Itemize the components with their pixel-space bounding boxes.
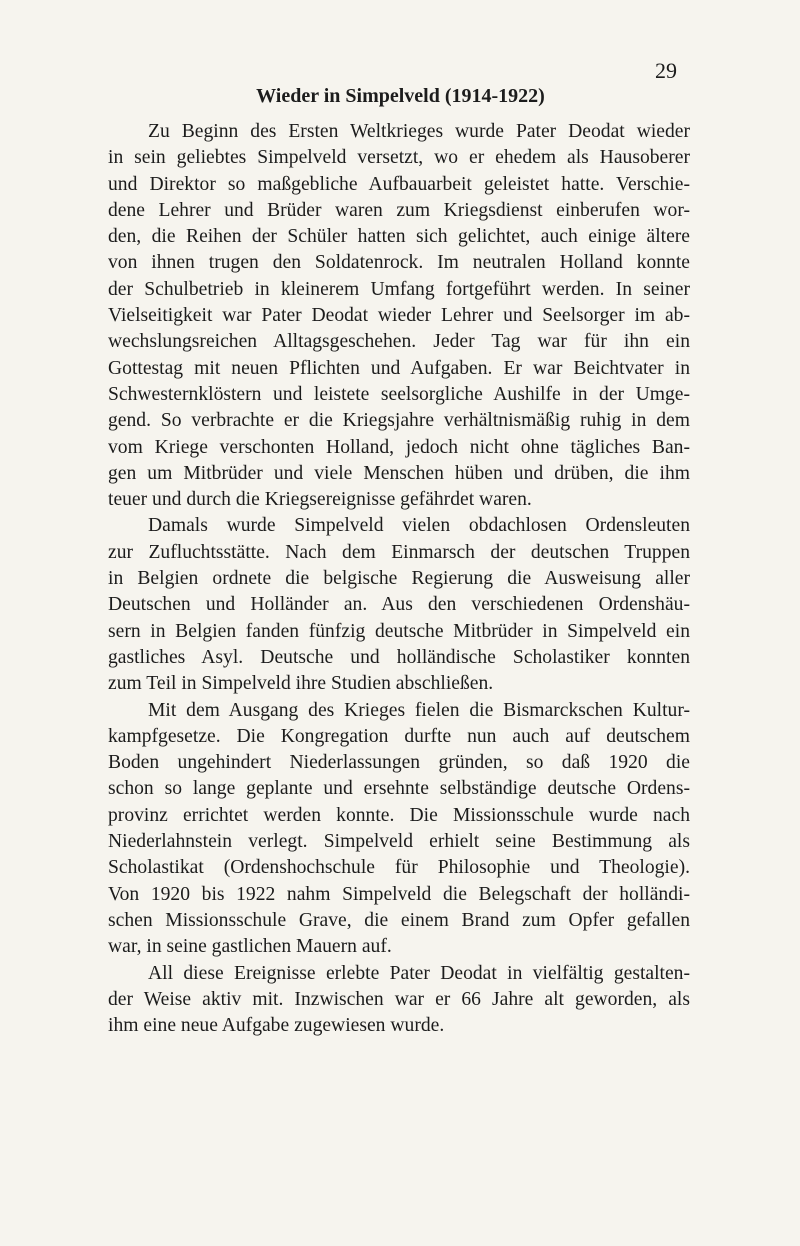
text-line: schon so lange geplante und ersehnte selbständige deutsche Ordens-	[108, 778, 690, 800]
text-line: Von 1920 bis 1922 nahm Simpelveld die Belegschaft der holländi-	[108, 883, 690, 905]
paragraph	[108, 119, 690, 513]
text-line: ihm eine neue Aufgabe zugewiesen wurde.	[108, 1015, 445, 1037]
body-text	[108, 119, 690, 1039]
page-number: 29	[655, 58, 677, 83]
text-line: Scholastikat (Ordenshochschule für Philosophie und Theologie).	[108, 857, 690, 879]
text-line: zur Zufluchtsstätte. Nach dem Einmarsch der deutschen Truppen	[108, 541, 690, 563]
text-line: wechslungsreichen Alltagsgeschehen. Jeder Tag war für ihn ein	[108, 331, 690, 353]
text-line: der Schulbetrieb in kleinerem Umfang fortgeführt werden. In seiner	[108, 278, 690, 300]
text-line: teuer und durch die Kriegsereignisse gefährdet waren.	[108, 489, 532, 511]
text-line: Schwesternklöstern und leistete seelsorgliche Aushilfe in der Umge-	[108, 383, 690, 405]
text-line: Mit dem Ausgang des Krieges fielen die Bismarckschen Kultur-	[148, 699, 690, 721]
text-line: provinz errichtet werden konnte. Die Missionsschule wurde nach	[108, 804, 690, 826]
text-line: All diese Ereignisse erlebte Pater Deodat in vielfältig gestalten-	[148, 962, 690, 984]
text-line: Vielseitigkeit war Pater Deodat wieder Lehrer und Seelsorger im ab-	[108, 305, 690, 327]
text-line: sern in Belgien fanden fünfzig deutsche Mitbrüder in Simpelveld ein	[108, 620, 690, 642]
text-line: vom Kriege verschonten Holland, jedoch nicht ohne tägliches Ban-	[108, 436, 690, 458]
paragraph	[108, 961, 690, 1040]
text-line: gend. So verbrachte er die Kriegsjahre verhältnismäßig ruhig in dem	[108, 410, 690, 432]
text-line: gastliches Asyl. Deutsche und holländische Scholastiker konnten	[108, 646, 690, 668]
text-line: der Weise aktiv mit. Inzwischen war er 66 Jahre alt geworden, als	[108, 988, 690, 1010]
text-line: dene Lehrer und Brüder waren zum Kriegsdienst einberufen wor-	[108, 199, 690, 221]
text-line: schen Missionsschule Grave, die einem Brand zum Opfer gefallen	[108, 909, 690, 931]
text-line: Boden ungehindert Niederlassungen gründen, so daß 1920 die	[108, 752, 690, 774]
text-line: und Direktor so maßgebliche Aufbauarbeit geleistet hatte. Verschie-	[108, 173, 690, 195]
text-line: war, in seine gastlichen Mauern auf.	[108, 936, 392, 958]
paragraph	[108, 513, 690, 697]
text-line: von ihnen trugen den Soldatenrock. Im neutralen Holland konnte	[108, 252, 690, 274]
text-line: Gottestag mit neuen Pflichten und Aufgaben. Er war Beichtvater in	[108, 357, 690, 379]
text-line: in sein geliebtes Simpelveld versetzt, wo er ehedem als Hausoberer	[108, 147, 690, 169]
text-line: in Belgien ordnete die belgische Regierung die Ausweisung aller	[108, 568, 690, 590]
section-heading: Wieder in Simpelveld (1914-1922)	[256, 85, 545, 107]
text-line: den, die Reihen der Schüler hatten sich gelichtet, auch einige ältere	[108, 226, 690, 248]
text-line: gen um Mitbrüder und viele Menschen hüben und drüben, die ihm	[108, 462, 690, 484]
text-line: Zu Beginn des Ersten Weltkrieges wurde Pater Deodat wieder	[148, 121, 690, 142]
text-line: Deutschen und Holländer an. Aus den verschiedenen Ordenshäu-	[108, 594, 690, 616]
text-line: Damals wurde Simpelveld vielen obdachlosen Ordensleuten	[148, 515, 690, 537]
text-line: zum Teil in Simpelveld ihre Studien abschließen.	[108, 673, 494, 695]
text-line: Niederlahnstein verlegt. Simpelveld erhielt seine Bestimmung als	[108, 831, 690, 853]
text-line: kampfgesetze. Die Kongregation durfte nun auch auf deutschem	[108, 725, 690, 747]
paragraph	[108, 698, 690, 961]
